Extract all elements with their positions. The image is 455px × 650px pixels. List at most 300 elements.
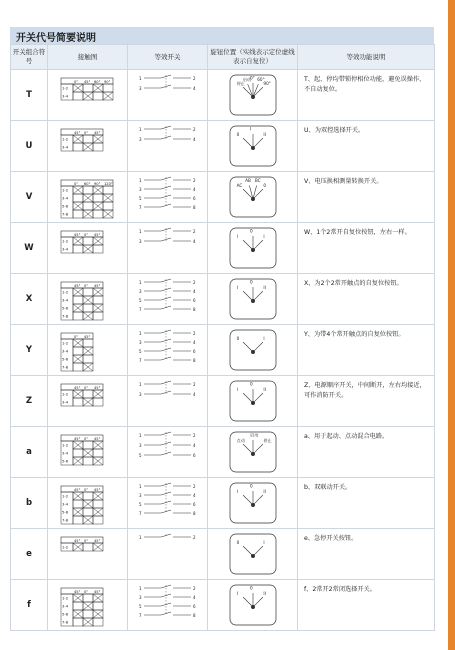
- contact-diagram-cell: [48, 580, 128, 631]
- knob-position-cell: [208, 70, 298, 121]
- contact-cell: [93, 312, 103, 320]
- knob-position-label: 启动: [249, 432, 258, 438]
- knob-position-cell: [208, 121, 298, 172]
- knob-diagram: [213, 531, 293, 577]
- orange-edge-strip: [448, 0, 455, 650]
- function-description: V、电压换相测量转换开关。: [298, 172, 435, 223]
- pair-label: 1-2: [61, 595, 68, 601]
- knob-position-cell: [208, 427, 298, 478]
- knob-position-label: I: [262, 336, 265, 342]
- knob-position-cell: [208, 580, 298, 631]
- knob-position-label: 启动: [242, 76, 251, 82]
- knob-position-label: 0: [262, 183, 266, 189]
- knob-position-label: AB: [244, 178, 251, 184]
- ruler-label: 0°: [83, 283, 88, 288]
- ruler-label: 0°: [83, 436, 88, 441]
- pair-label: 3-4: [61, 144, 68, 150]
- pair-label: 7-8: [61, 517, 68, 523]
- terminal-label: 4: [192, 595, 196, 600]
- contact-cell: [73, 296, 83, 304]
- terminal-label: 7: [138, 307, 142, 312]
- contact-cell: [93, 516, 103, 524]
- equivalent-switch-diagram: [133, 582, 203, 628]
- section-title: 开关代号简要说明: [16, 33, 96, 44]
- contact-cell: [73, 449, 83, 457]
- switch-code-table: [10, 44, 435, 631]
- knob-position-label: 0: [249, 483, 253, 489]
- knob-arm: [243, 597, 253, 607]
- pair-label: 5-6: [61, 203, 68, 209]
- table-row: [11, 427, 435, 478]
- function-description: e、急停开关按钮。: [298, 529, 435, 580]
- equivalent-switch-diagram: [133, 225, 203, 271]
- contact-cell: [73, 363, 83, 371]
- contact-diagram: [53, 123, 123, 169]
- terminal-label: 2: [192, 535, 196, 540]
- knob-diagram: [213, 480, 293, 526]
- terminal-label: 1: [138, 586, 142, 591]
- ruler-label: 45°: [73, 232, 80, 237]
- contact-cell: [73, 602, 83, 610]
- knob-arm: [243, 240, 253, 250]
- contact-cell: [73, 398, 83, 406]
- pair-label: 5-6: [61, 305, 68, 311]
- ruler-label: 0°: [83, 385, 88, 390]
- contact-cell: [83, 610, 93, 618]
- ruler-label: 45°: [93, 283, 100, 288]
- pair-label: 1-2: [61, 340, 68, 346]
- terminal-label: 4: [192, 340, 196, 345]
- knob-position-label: AC: [236, 183, 242, 189]
- pair-label: 3-4: [61, 195, 68, 201]
- section-title-bar: [10, 27, 434, 44]
- contact-cell: [83, 237, 93, 245]
- terminal-label: 1: [138, 382, 142, 387]
- equivalent-switch-diagram: [133, 429, 203, 475]
- knob-position-label: I: [236, 489, 238, 495]
- ruler-label: 0°: [83, 538, 88, 543]
- equivalent-switch-cell: [128, 376, 208, 427]
- ruler-label: 45°: [73, 589, 80, 594]
- terminal-label: 6: [192, 502, 196, 507]
- switch-code: e: [11, 529, 48, 580]
- switch-code: f: [11, 580, 48, 631]
- knob-arm: [253, 393, 263, 403]
- contact-diagram: [53, 582, 123, 628]
- ruler-label: 0°: [73, 79, 78, 84]
- equivalent-switch-cell: [128, 529, 208, 580]
- pair-label: 7-8: [61, 211, 68, 217]
- table-row: [11, 172, 435, 223]
- pair-label: 5-6: [61, 611, 68, 617]
- header-knob: 旋钮位置（实线表示定位虚线表示自复位）: [208, 45, 298, 70]
- contact-cell: [83, 84, 93, 92]
- terminal-label: 2: [192, 76, 196, 81]
- contact-diagram-cell: [48, 70, 128, 121]
- header-code: 开关组合符号: [11, 45, 48, 70]
- contact-cell: [73, 194, 83, 202]
- table-row: [11, 325, 435, 376]
- ruler-label: 45°: [73, 385, 80, 390]
- terminal-label: 2: [192, 229, 196, 234]
- ruler-label: 90°: [93, 181, 100, 186]
- terminal-label: 6: [192, 453, 196, 458]
- knob-arm: [243, 291, 253, 301]
- terminal-label: 8: [192, 511, 196, 516]
- function-description: X、为2个2常开触点的自复位按钮。: [298, 274, 435, 325]
- knob-arm: [253, 597, 263, 607]
- equivalent-switch-cell: [128, 223, 208, 274]
- knob-diagram: [213, 174, 293, 220]
- ruler-label: 45°: [93, 487, 100, 492]
- ruler-label: 45°: [93, 385, 100, 390]
- contact-cell: [83, 186, 93, 194]
- pair-label: 3-4: [61, 450, 68, 456]
- knob-position-label: I: [236, 234, 238, 240]
- terminal-label: 1: [138, 127, 142, 132]
- pair-label: 7-8: [61, 619, 68, 625]
- contact-cell: [83, 543, 93, 551]
- contact-cell: [83, 288, 93, 296]
- equivalent-switch-diagram: [133, 174, 203, 220]
- contact-diagram: [53, 72, 123, 118]
- terminal-label: 1: [138, 229, 142, 234]
- terminal-label: 3: [138, 392, 142, 397]
- ruler-label: 45°: [93, 232, 100, 237]
- contact-diagram-cell: [48, 274, 128, 325]
- knob-position-label: 0: [236, 132, 239, 138]
- knob-position-label: 停止: [262, 438, 272, 444]
- knob-position-label: 0: [236, 540, 239, 546]
- knob-position-cell: [208, 529, 298, 580]
- knob-arm: [253, 291, 263, 301]
- knob-arm: [243, 138, 253, 148]
- contact-cell: [73, 312, 83, 320]
- table-row: [11, 580, 435, 631]
- terminal-label: 4: [192, 289, 196, 294]
- knob-position-label: 0°: [249, 75, 255, 81]
- switch-code: Z: [11, 376, 48, 427]
- contact-cell: [103, 186, 113, 194]
- contact-cell: [73, 500, 83, 508]
- ruler-label: 120°: [103, 181, 113, 186]
- switch-code: V: [11, 172, 48, 223]
- contact-diagram-cell: [48, 223, 128, 274]
- switch-code: a: [11, 427, 48, 478]
- knob-arm: [243, 393, 253, 403]
- ruler-label: 45°: [73, 538, 80, 543]
- header-contact: 接触图: [48, 45, 128, 70]
- terminal-label: 2: [192, 331, 196, 336]
- terminal-label: 3: [138, 86, 142, 91]
- pair-label: 5-6: [61, 458, 68, 464]
- knob-arm: [253, 87, 263, 97]
- equivalent-switch-diagram: [133, 480, 203, 526]
- terminal-label: 3: [138, 187, 142, 192]
- contact-cell: [93, 398, 103, 406]
- table-row: [11, 478, 435, 529]
- switch-code: X: [11, 274, 48, 325]
- equivalent-switch-diagram: [133, 276, 203, 322]
- contact-diagram-cell: [48, 172, 128, 223]
- ruler-label: 0°: [83, 487, 88, 492]
- terminal-label: 1: [138, 535, 142, 540]
- ruler-label: 45°: [73, 436, 80, 441]
- table-row: [11, 223, 435, 274]
- contact-diagram-cell: [48, 121, 128, 172]
- header-equivalent: 等效开关: [128, 45, 208, 70]
- switch-code: W: [11, 223, 48, 274]
- equivalent-switch-cell: [128, 427, 208, 478]
- terminal-label: 8: [192, 307, 196, 312]
- ruler-label: 60°: [83, 181, 90, 186]
- terminal-label: 7: [138, 358, 142, 363]
- knob-position-label: 60°: [256, 76, 265, 82]
- knob-position-label: I: [236, 387, 238, 393]
- knob-arm: [243, 87, 253, 97]
- contact-cell: [73, 618, 83, 626]
- pair-label: 1-2: [61, 136, 68, 142]
- knob-position-label: II: [262, 387, 266, 393]
- pair-label: 1-2: [61, 442, 68, 448]
- table-row: [11, 529, 435, 580]
- terminal-label: 3: [138, 340, 142, 345]
- contact-cell: [73, 347, 83, 355]
- function-description: U、为双控选择开关。: [298, 121, 435, 172]
- terminal-label: 6: [192, 349, 196, 354]
- knob-arm: [253, 342, 263, 352]
- contact-diagram: [53, 174, 123, 220]
- knob-position-cell: [208, 223, 298, 274]
- knob-position-label: 点动: [236, 438, 245, 444]
- knob-arm: [243, 444, 253, 454]
- pair-label: 3-4: [61, 603, 68, 609]
- terminal-label: 5: [138, 502, 142, 507]
- table-header-row: [11, 45, 435, 70]
- contact-cell: [83, 135, 93, 143]
- terminal-label: 3: [138, 595, 142, 600]
- function-description: W、1个2常开自复位按钮，左右一样。: [298, 223, 435, 274]
- terminal-label: 4: [192, 187, 196, 192]
- knob-position-cell: [208, 325, 298, 376]
- contact-cell: [93, 602, 103, 610]
- header-function: 等效功能说明: [298, 45, 435, 70]
- pair-label: 1-2: [61, 238, 68, 244]
- terminal-label: 8: [192, 613, 196, 618]
- terminal-label: 2: [192, 127, 196, 132]
- knob-position-label: 0: [249, 381, 253, 387]
- ruler-label: 0°: [83, 130, 88, 135]
- equivalent-switch-diagram: [133, 72, 203, 118]
- terminal-label: 1: [138, 76, 142, 81]
- knob-arm: [253, 138, 263, 148]
- contact-cell: [83, 594, 93, 602]
- contact-cell: [73, 143, 83, 151]
- switch-code: b: [11, 478, 48, 529]
- ruler-label: 45°: [73, 283, 80, 288]
- knob-position-label: BC: [254, 178, 261, 184]
- contact-cell: [83, 355, 93, 363]
- terminal-label: 4: [192, 137, 196, 142]
- terminal-label: 1: [138, 280, 142, 285]
- equivalent-switch-cell: [128, 325, 208, 376]
- knob-diagram: [213, 327, 293, 373]
- terminal-label: 6: [192, 196, 196, 201]
- equivalent-switch-cell: [128, 580, 208, 631]
- terminal-label: 1: [138, 484, 142, 489]
- contact-cell: [73, 516, 83, 524]
- terminal-label: 2: [192, 484, 196, 489]
- knob-position-cell: [208, 274, 298, 325]
- knob-diagram: [213, 582, 293, 628]
- contact-diagram-cell: [48, 325, 128, 376]
- ruler-label: 45°: [93, 130, 100, 135]
- knob-arm: [253, 495, 263, 505]
- knob-position-label: 0: [249, 585, 253, 591]
- knob-position-cell: [208, 172, 298, 223]
- terminal-label: 3: [138, 289, 142, 294]
- ruler-label: 0°: [83, 232, 88, 237]
- knob-position-cell: [208, 478, 298, 529]
- terminal-label: 2: [192, 280, 196, 285]
- contact-diagram-cell: [48, 376, 128, 427]
- equivalent-switch-diagram: [133, 327, 203, 373]
- contact-cell: [83, 492, 93, 500]
- contact-cell: [83, 304, 93, 312]
- function-description: T、起、停均带锁停相位功能，避免误操作、不自动复位。: [298, 70, 435, 121]
- pair-label: 5-6: [61, 509, 68, 515]
- contact-diagram-cell: [48, 529, 128, 580]
- contact-cell: [93, 92, 103, 100]
- terminal-label: 8: [192, 205, 196, 210]
- ruler-label: 60°: [93, 79, 100, 84]
- contact-cell: [83, 441, 93, 449]
- terminal-label: 5: [138, 196, 142, 201]
- pair-label: 3-4: [61, 297, 68, 303]
- knob-arm: [243, 342, 253, 352]
- pair-label: 3-4: [61, 246, 68, 252]
- knob-position-label: 90°: [262, 81, 271, 87]
- switch-code: U: [11, 121, 48, 172]
- function-description: Y、为带4个常开触点的自复位按钮。: [298, 325, 435, 376]
- ruler-label: 45°: [93, 436, 100, 441]
- terminal-label: 4: [192, 86, 196, 91]
- pair-label: 1-2: [61, 493, 68, 499]
- contact-diagram-cell: [48, 427, 128, 478]
- contact-cell: [93, 210, 103, 218]
- pair-label: 3-4: [61, 348, 68, 354]
- ruler-label: 45°: [93, 538, 100, 543]
- switch-code: Y: [11, 325, 48, 376]
- table-row: [11, 376, 435, 427]
- pair-label: 1-2: [61, 391, 68, 397]
- knob-position-label: II: [262, 285, 266, 291]
- contact-cell: [103, 84, 113, 92]
- contact-cell: [83, 508, 93, 516]
- contact-cell: [93, 500, 103, 508]
- knob-arm: [253, 240, 263, 250]
- knob-position-label: II: [262, 591, 266, 597]
- terminal-label: 5: [138, 604, 142, 609]
- knob-position-label: 0: [249, 228, 253, 234]
- knob-arm: [253, 546, 263, 556]
- knob-arm: [253, 84, 258, 97]
- knob-position-label: 停止: [236, 81, 245, 87]
- contact-cell: [93, 296, 103, 304]
- terminal-label: 5: [138, 349, 142, 354]
- terminal-label: 1: [138, 433, 142, 438]
- knob-position-label: II: [262, 132, 266, 138]
- equivalent-switch-cell: [128, 274, 208, 325]
- equivalent-switch-cell: [128, 70, 208, 121]
- terminal-label: 1: [138, 178, 142, 183]
- terminal-label: 1: [138, 331, 142, 336]
- terminal-label: 8: [192, 358, 196, 363]
- terminal-label: 3: [138, 493, 142, 498]
- contact-cell: [83, 457, 93, 465]
- contact-diagram: [53, 480, 123, 526]
- terminal-label: 3: [138, 239, 142, 244]
- knob-position-label: I: [262, 540, 265, 546]
- contact-diagram: [53, 531, 123, 577]
- terminal-label: 4: [192, 392, 196, 397]
- pair-label: 7-8: [61, 313, 68, 319]
- terminal-label: 2: [192, 433, 196, 438]
- ruler-label: 45°: [73, 130, 80, 135]
- terminal-label: 7: [138, 205, 142, 210]
- contact-cell: [93, 449, 103, 457]
- pair-label: 3-4: [61, 399, 68, 405]
- table-row: [11, 70, 435, 121]
- knob-position-label: I: [262, 234, 265, 240]
- knob-diagram: [213, 429, 293, 475]
- equivalent-switch-diagram: [133, 531, 203, 577]
- table-row: [11, 121, 435, 172]
- contact-diagram: [53, 378, 123, 424]
- contact-diagram: [53, 276, 123, 322]
- knob-arm: [243, 546, 253, 556]
- knob-position-label: I: [236, 285, 238, 291]
- pair-label: 1-2: [61, 187, 68, 193]
- knob-diagram: [213, 72, 293, 118]
- terminal-label: 4: [192, 239, 196, 244]
- terminal-label: 5: [138, 298, 142, 303]
- knob-arm: [243, 495, 253, 505]
- function-description: b、双联动开关。: [298, 478, 435, 529]
- ruler-label: 0°: [83, 589, 88, 594]
- contact-cell: [73, 245, 83, 253]
- knob-position-cell: [208, 376, 298, 427]
- ruler-label: 45°: [83, 79, 90, 84]
- knob-arm: [253, 444, 263, 454]
- terminal-label: 7: [138, 511, 142, 516]
- terminal-label: 6: [192, 298, 196, 303]
- terminal-label: 6: [192, 604, 196, 609]
- ruler-label: 45°: [93, 589, 100, 594]
- knob-position-label: I: [249, 126, 251, 132]
- pair-label: 3-4: [61, 501, 68, 507]
- function-description: f、2常开2常闭选择开关。: [298, 580, 435, 631]
- contact-cell: [93, 618, 103, 626]
- contact-diagram-cell: [48, 478, 128, 529]
- knob-diagram: [213, 276, 293, 322]
- equivalent-switch-cell: [128, 478, 208, 529]
- ruler-label: 45°: [83, 334, 90, 339]
- terminal-label: 2: [192, 382, 196, 387]
- ruler-label: 45°: [73, 487, 80, 492]
- switch-code: T: [11, 70, 48, 121]
- pair-label: 5-6: [61, 356, 68, 362]
